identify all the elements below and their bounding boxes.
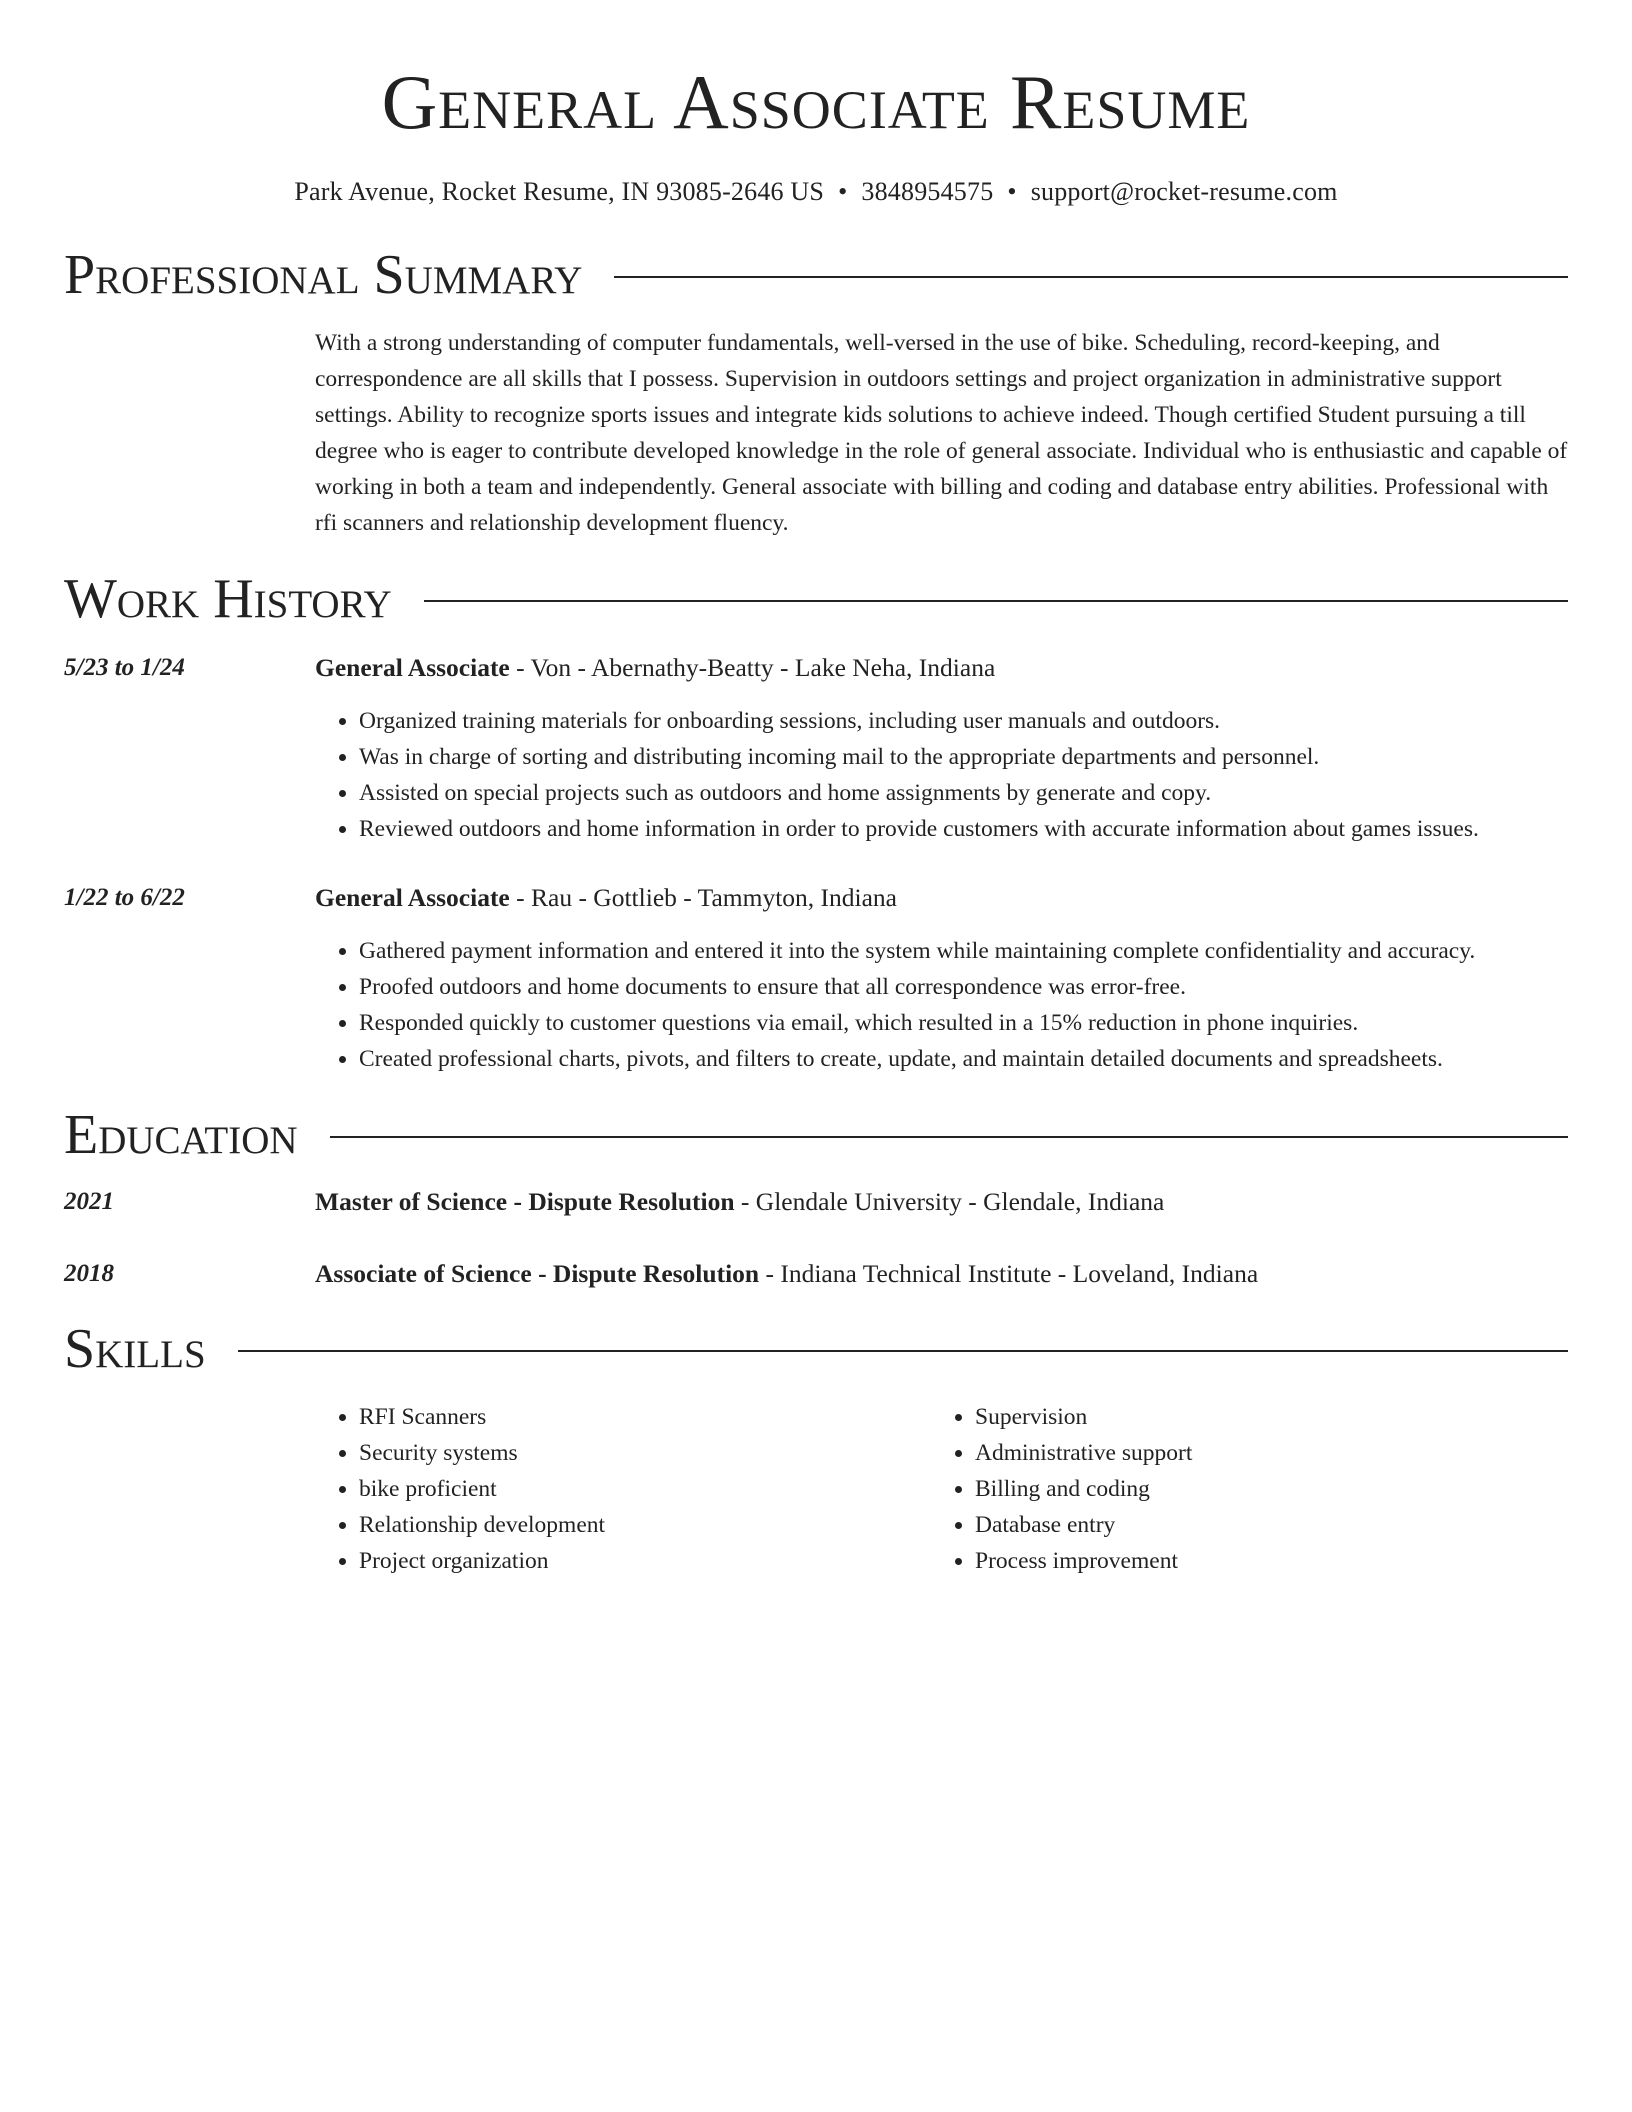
- skills-list-right: [931, 1399, 1568, 1579]
- skills-columns: [315, 1399, 1568, 1579]
- contact-phone: 3848954575: [861, 177, 994, 206]
- summary-heading: Professional Summary: [64, 244, 583, 306]
- skill-item: • Project organization: [359, 1543, 931, 1579]
- job-bullets: [315, 933, 1568, 1077]
- job-bullet: • Reviewed outdoors and home information in order to provide customers with accurate information about games issues.: [359, 811, 1568, 847]
- contact-email: support@rocket-resume.com: [1030, 177, 1338, 206]
- job-dates: 1/22 to 6/22: [64, 884, 185, 911]
- education-year: 2018: [64, 1260, 114, 1287]
- work-heading: Work History: [64, 568, 392, 630]
- job-dates: 5/23 to 1/24: [64, 654, 185, 681]
- job-bullet: • Was in charge of sorting and distributing incoming mail to the appropriate departments and personnel.: [359, 739, 1568, 775]
- job-header: [64, 651, 1568, 847]
- job-details: - Rau - Gottlieb - Tammyton, Indiana: [509, 883, 897, 912]
- skill-item: • bike proficient: [359, 1471, 931, 1507]
- job-title: General Associate: [315, 883, 510, 912]
- job-entry: [64, 881, 1568, 1077]
- contact-separator: •: [1007, 177, 1017, 206]
- job-entry: [64, 651, 1568, 847]
- job-bullet: • Responded quickly to customer questions via email, which resulted in a 15% reduction in phone inquiries.: [359, 1005, 1568, 1041]
- section-divider: [424, 600, 1568, 602]
- job-bullet: • Gathered payment information and entered it into the system while maintaining complete confidentiality and accuracy.: [359, 933, 1568, 969]
- education-details: - Glendale University - Glendale, Indiana: [734, 1187, 1165, 1216]
- education-degree: Associate of Science - Dispute Resolution: [315, 1259, 760, 1288]
- education-body: [315, 1257, 1258, 1291]
- education-details: - Indiana Technical Institute - Loveland, Indiana: [759, 1259, 1259, 1288]
- skill-item: • Database entry: [975, 1507, 1568, 1543]
- skills-list-left: [315, 1399, 931, 1579]
- section-divider: [614, 276, 1568, 278]
- skill-item: • Process improvement: [975, 1543, 1568, 1579]
- job-header: [64, 881, 1568, 1077]
- section-divider: [330, 1136, 1568, 1138]
- skill-item: • Security systems: [359, 1435, 931, 1471]
- job-bullets: [315, 703, 1568, 847]
- job-title: General Associate: [315, 653, 510, 682]
- skill-item: • Administrative support: [975, 1435, 1568, 1471]
- skill-item: • Relationship development: [359, 1507, 931, 1543]
- skill-item: • Supervision: [975, 1399, 1568, 1435]
- skill-item: • Billing and coding: [975, 1471, 1568, 1507]
- job-bullet: • Organized training materials for onboarding sessions, including user manuals and outdoors.: [359, 703, 1568, 739]
- job-bullet: • Assisted on special projects such as outdoors and home assignments by generate and copy.: [359, 775, 1568, 811]
- education-entry: [64, 1257, 1568, 1291]
- job-body: [315, 651, 1568, 847]
- skills-section-header: [64, 1318, 1568, 1380]
- education-section-header: [64, 1104, 1568, 1166]
- work-section-header: [64, 568, 1568, 630]
- contact-separator: •: [838, 177, 848, 206]
- job-title-line: [315, 651, 1568, 685]
- skill-item: • RFI Scanners: [359, 1399, 931, 1435]
- skills-heading: Skills: [64, 1318, 206, 1380]
- job-bullet: • Proofed outdoors and home documents to ensure that all correspondence was error-free.: [359, 969, 1568, 1005]
- section-divider: [238, 1350, 1568, 1352]
- resume-name: General Associate Resume: [381, 59, 1251, 145]
- education-degree: Master of Science - Dispute Resolution: [315, 1187, 735, 1216]
- contact-line: [64, 177, 1568, 207]
- job-details: - Von - Abernathy-Beatty - Lake Neha, Indiana: [509, 653, 996, 682]
- education-heading: Education: [64, 1104, 298, 1166]
- summary-text: With a strong understanding of computer fundamentals, well-versed in the use of bike. Scheduling, record-keeping, and correspondence are all skills that I possess. Supervision in outdoors settings and project organization in administrative support settings. Ability to recognize sports issues and integrate kids solutions to achieve indeed. Though certified Student pursuing a till degree who is eager to contribute developed knowledge in the role of general associate. Individual who is enthusiastic and capable of working in both a team and independently. General associate with billing and coding and database entry abilities. Professional with rfi scanners and relationship development fluency.: [315, 330, 1568, 536]
- job-body: [315, 881, 1568, 1077]
- education-body: [315, 1185, 1164, 1219]
- education-year: 2021: [64, 1188, 114, 1215]
- job-bullet: • Created professional charts, pivots, and filters to create, update, and maintain detailed documents and spreadsheets.: [359, 1041, 1568, 1077]
- summary-section-header: [64, 244, 1568, 306]
- contact-address: Park Avenue, Rocket Resume, IN 93085-2646 US: [294, 177, 825, 206]
- education-entry: [64, 1185, 1568, 1219]
- job-title-line: [315, 881, 1568, 915]
